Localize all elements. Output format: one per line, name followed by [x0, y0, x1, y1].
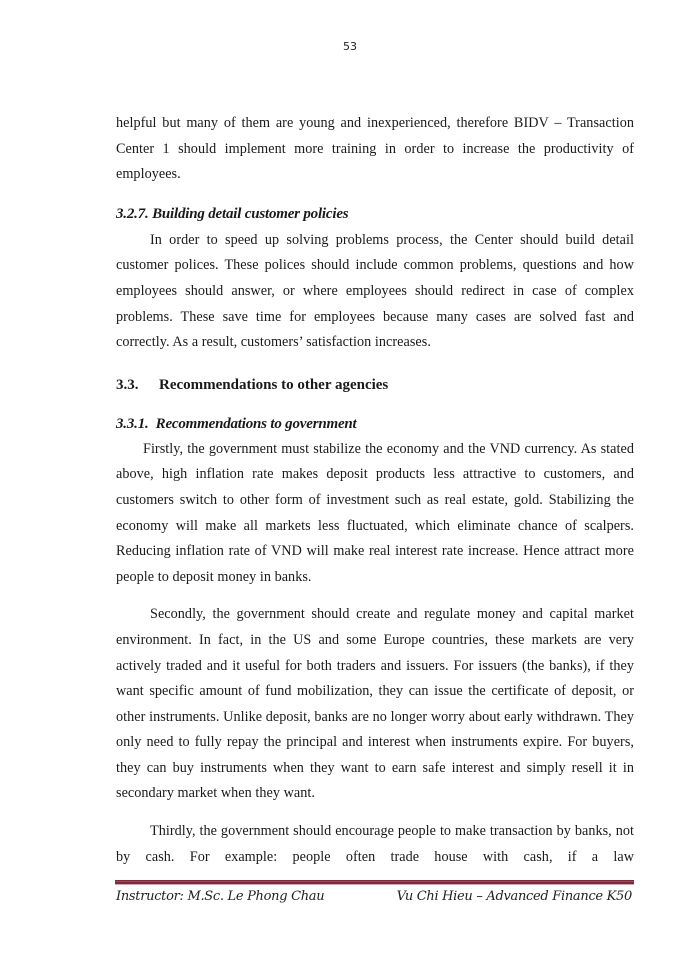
spacer — [116, 188, 634, 203]
footer-rule — [115, 880, 634, 885]
paragraph-thirdly: Thirdly, the government should encourage people to make transaction by banks, not by cash. For example: people often trade house with cash, if a law — [116, 823, 634, 865]
spacer — [116, 396, 634, 413]
section-3-2-7-paragraph: In order to speed up solving problems process, the Center should build detail customer polices. These polices should include common problems, questions and how employees should answer, or where employees should redirect in case of complex problems. These save time for employees because many cases are solved fast and correctly. As a result, customers’ satisfaction increases. — [116, 231, 634, 351]
section-heading-3-2-7: 3.2.7. Building detail customer policies — [116, 205, 349, 222]
section-number: 3.3. — [116, 376, 139, 393]
page-number: 53 — [343, 40, 357, 53]
paragraph-firstly: Firstly, the government must stabilize the economy and the VND currency. As stated above, high inflation rate makes deposit products less attractive to customers, and customers switch to other form of investment such as real estate, gold. Stabilizing the economy will make all markets less fluctuated, which eliminate chance of scalpers. Reducing inflation rate of VND will make real interest rate increase. Hence attract more people to deposit money in banks. — [116, 440, 634, 585]
spacer — [116, 356, 634, 374]
footer-instructor: Instructor: M.Sc. Le Phong Chau — [116, 889, 325, 904]
paragraph-secondly: Secondly, the government should create and regulate money and capital market environment. In fact, in the US and some Europe countries, these markets are very actively traded and it useful for both traders and issuers. For issuers (the banks), if they want specific amount of fund mobilization, they can issue the certificate of deposit, or other instruments. Unlike deposit, banks are no longer worry about early withdrawn. They only need to fully repay the principal and interest when instruments expire. For buyers, they can buy instruments when they want to earn safe interest and simply resell it in secondary market when they want. — [116, 606, 634, 802]
section-heading-3-3 — [116, 374, 634, 396]
footer-author: Vu Chi Hieu – Advanced Finance K50 — [396, 889, 632, 904]
spacer — [116, 807, 634, 819]
section-heading-3-3-1: 3.3.1. Recommendations to government — [116, 415, 357, 432]
section-title: Recommendations to other agencies — [159, 376, 389, 393]
intro-paragraph: helpful but many of them are young and inexperienced, therefore BIDV – Transaction Center 1 should implement more training in order to increase the productivity of employees. — [116, 115, 634, 183]
document-body — [116, 111, 634, 870]
spacer — [116, 590, 634, 602]
